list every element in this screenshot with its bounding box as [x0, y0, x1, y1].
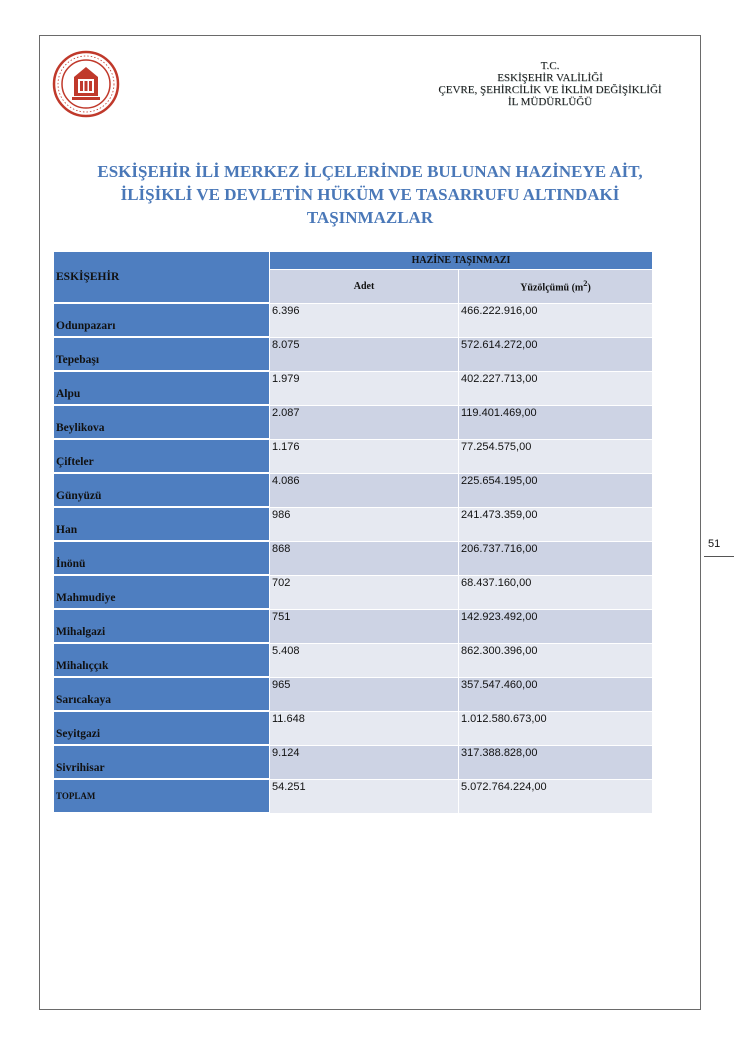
- table-row: [54, 474, 652, 508]
- count-cell: 11.648: [269, 712, 458, 746]
- table-row: [54, 542, 652, 576]
- group-header: HAZİNE TAŞINMAZI: [269, 252, 652, 270]
- area-cell: 68.437.160,00: [458, 576, 652, 610]
- table-row: [54, 304, 652, 338]
- area-cell: 402.227.713,00: [458, 372, 652, 406]
- area-cell: 357.547.460,00: [458, 678, 652, 712]
- count-cell: 1.176: [269, 440, 458, 474]
- district-name: Beylikova: [54, 406, 269, 440]
- area-column-close: ): [587, 282, 591, 294]
- total-row: [54, 780, 652, 814]
- district-name: Günyüzü: [54, 474, 269, 508]
- count-cell: 986: [269, 508, 458, 542]
- property-table: [54, 252, 652, 814]
- count-cell: 702: [269, 576, 458, 610]
- title-line: İLİŞİKLİ VE DEVLETİN HÜKÜM VE TASARRUFU ALTINDAKİ: [120, 185, 620, 204]
- institution-header: [400, 60, 700, 108]
- district-name: Odunpazarı: [54, 304, 269, 338]
- table-row: [54, 746, 652, 780]
- total-label: TOPLAM: [54, 780, 269, 814]
- count-cell: 1.979: [269, 372, 458, 406]
- area-unit-superscript: 2: [583, 279, 588, 289]
- district-name: Tepebaşı: [54, 338, 269, 372]
- corner-header: ESKİŞEHİR: [54, 252, 269, 304]
- district-name: Mihalgazi: [54, 610, 269, 644]
- district-name: Sivrihisar: [54, 746, 269, 780]
- ministry-seal-logo: [52, 50, 120, 118]
- district-name: Sarıcakaya: [54, 678, 269, 712]
- count-cell: 9.124: [269, 746, 458, 780]
- header-line: T.C.: [540, 60, 560, 72]
- area-cell: 119.401.469,00: [458, 406, 652, 440]
- count-cell: 8.075: [269, 338, 458, 372]
- table-row: [54, 440, 652, 474]
- table-row: [54, 576, 652, 610]
- count-column-header: Adet: [269, 270, 458, 304]
- title-line: ESKİŞEHİR İLİ MERKEZ İLÇELERİNDE BULUNAN HAZİNEYE AİT,: [97, 162, 643, 181]
- area-column-label: Yüzölçümü (m: [520, 282, 584, 294]
- area-column-header: [458, 270, 652, 304]
- area-cell: 225.654.195,00: [458, 474, 652, 508]
- area-cell: 572.614.272,00: [458, 338, 652, 372]
- district-name: Mihalıççık: [54, 644, 269, 678]
- district-name: Seyitgazi: [54, 712, 269, 746]
- header-line: ÇEVRE, ŞEHİRCİLİK VE İKLİM DEĞİŞİKLİĞİ: [438, 84, 662, 96]
- table-row: [54, 372, 652, 406]
- district-name: Alpu: [54, 372, 269, 406]
- area-cell: 862.300.396,00: [458, 644, 652, 678]
- header-line: ESKİŞEHİR VALİLİĞİ: [497, 72, 603, 84]
- area-cell: 142.923.492,00: [458, 610, 652, 644]
- table-row: [54, 678, 652, 712]
- district-name: Çifteler: [54, 440, 269, 474]
- count-cell: 2.087: [269, 406, 458, 440]
- document-title: [60, 160, 680, 229]
- page-number-rule: [704, 556, 734, 557]
- area-cell: 206.737.716,00: [458, 542, 652, 576]
- table-row: [54, 610, 652, 644]
- area-cell: 317.388.828,00: [458, 746, 652, 780]
- area-cell: 1.012.580.673,00: [458, 712, 652, 746]
- table-row: [54, 406, 652, 440]
- table-row: [54, 508, 652, 542]
- header-line: İL MÜDÜRLÜĞÜ: [507, 96, 593, 108]
- district-name: Mahmudiye: [54, 576, 269, 610]
- table-row: [54, 644, 652, 678]
- title-line: TAŞINMAZLAR: [306, 208, 434, 227]
- count-cell: 751: [269, 610, 458, 644]
- table-row: [54, 338, 652, 372]
- count-cell: 965: [269, 678, 458, 712]
- count-cell: 4.086: [269, 474, 458, 508]
- count-cell: 6.396: [269, 304, 458, 338]
- count-cell: 5.408: [269, 644, 458, 678]
- page-number: 51: [708, 538, 721, 550]
- area-cell: 77.254.575,00: [458, 440, 652, 474]
- area-cell: 241.473.359,00: [458, 508, 652, 542]
- table-row: [54, 712, 652, 746]
- district-name: İnönü: [54, 542, 269, 576]
- district-name: Han: [54, 508, 269, 542]
- count-cell: 868: [269, 542, 458, 576]
- total-area-cell: 5.072.764.224,00: [458, 780, 652, 814]
- total-count-cell: 54.251: [269, 780, 458, 814]
- area-cell: 466.222.916,00: [458, 304, 652, 338]
